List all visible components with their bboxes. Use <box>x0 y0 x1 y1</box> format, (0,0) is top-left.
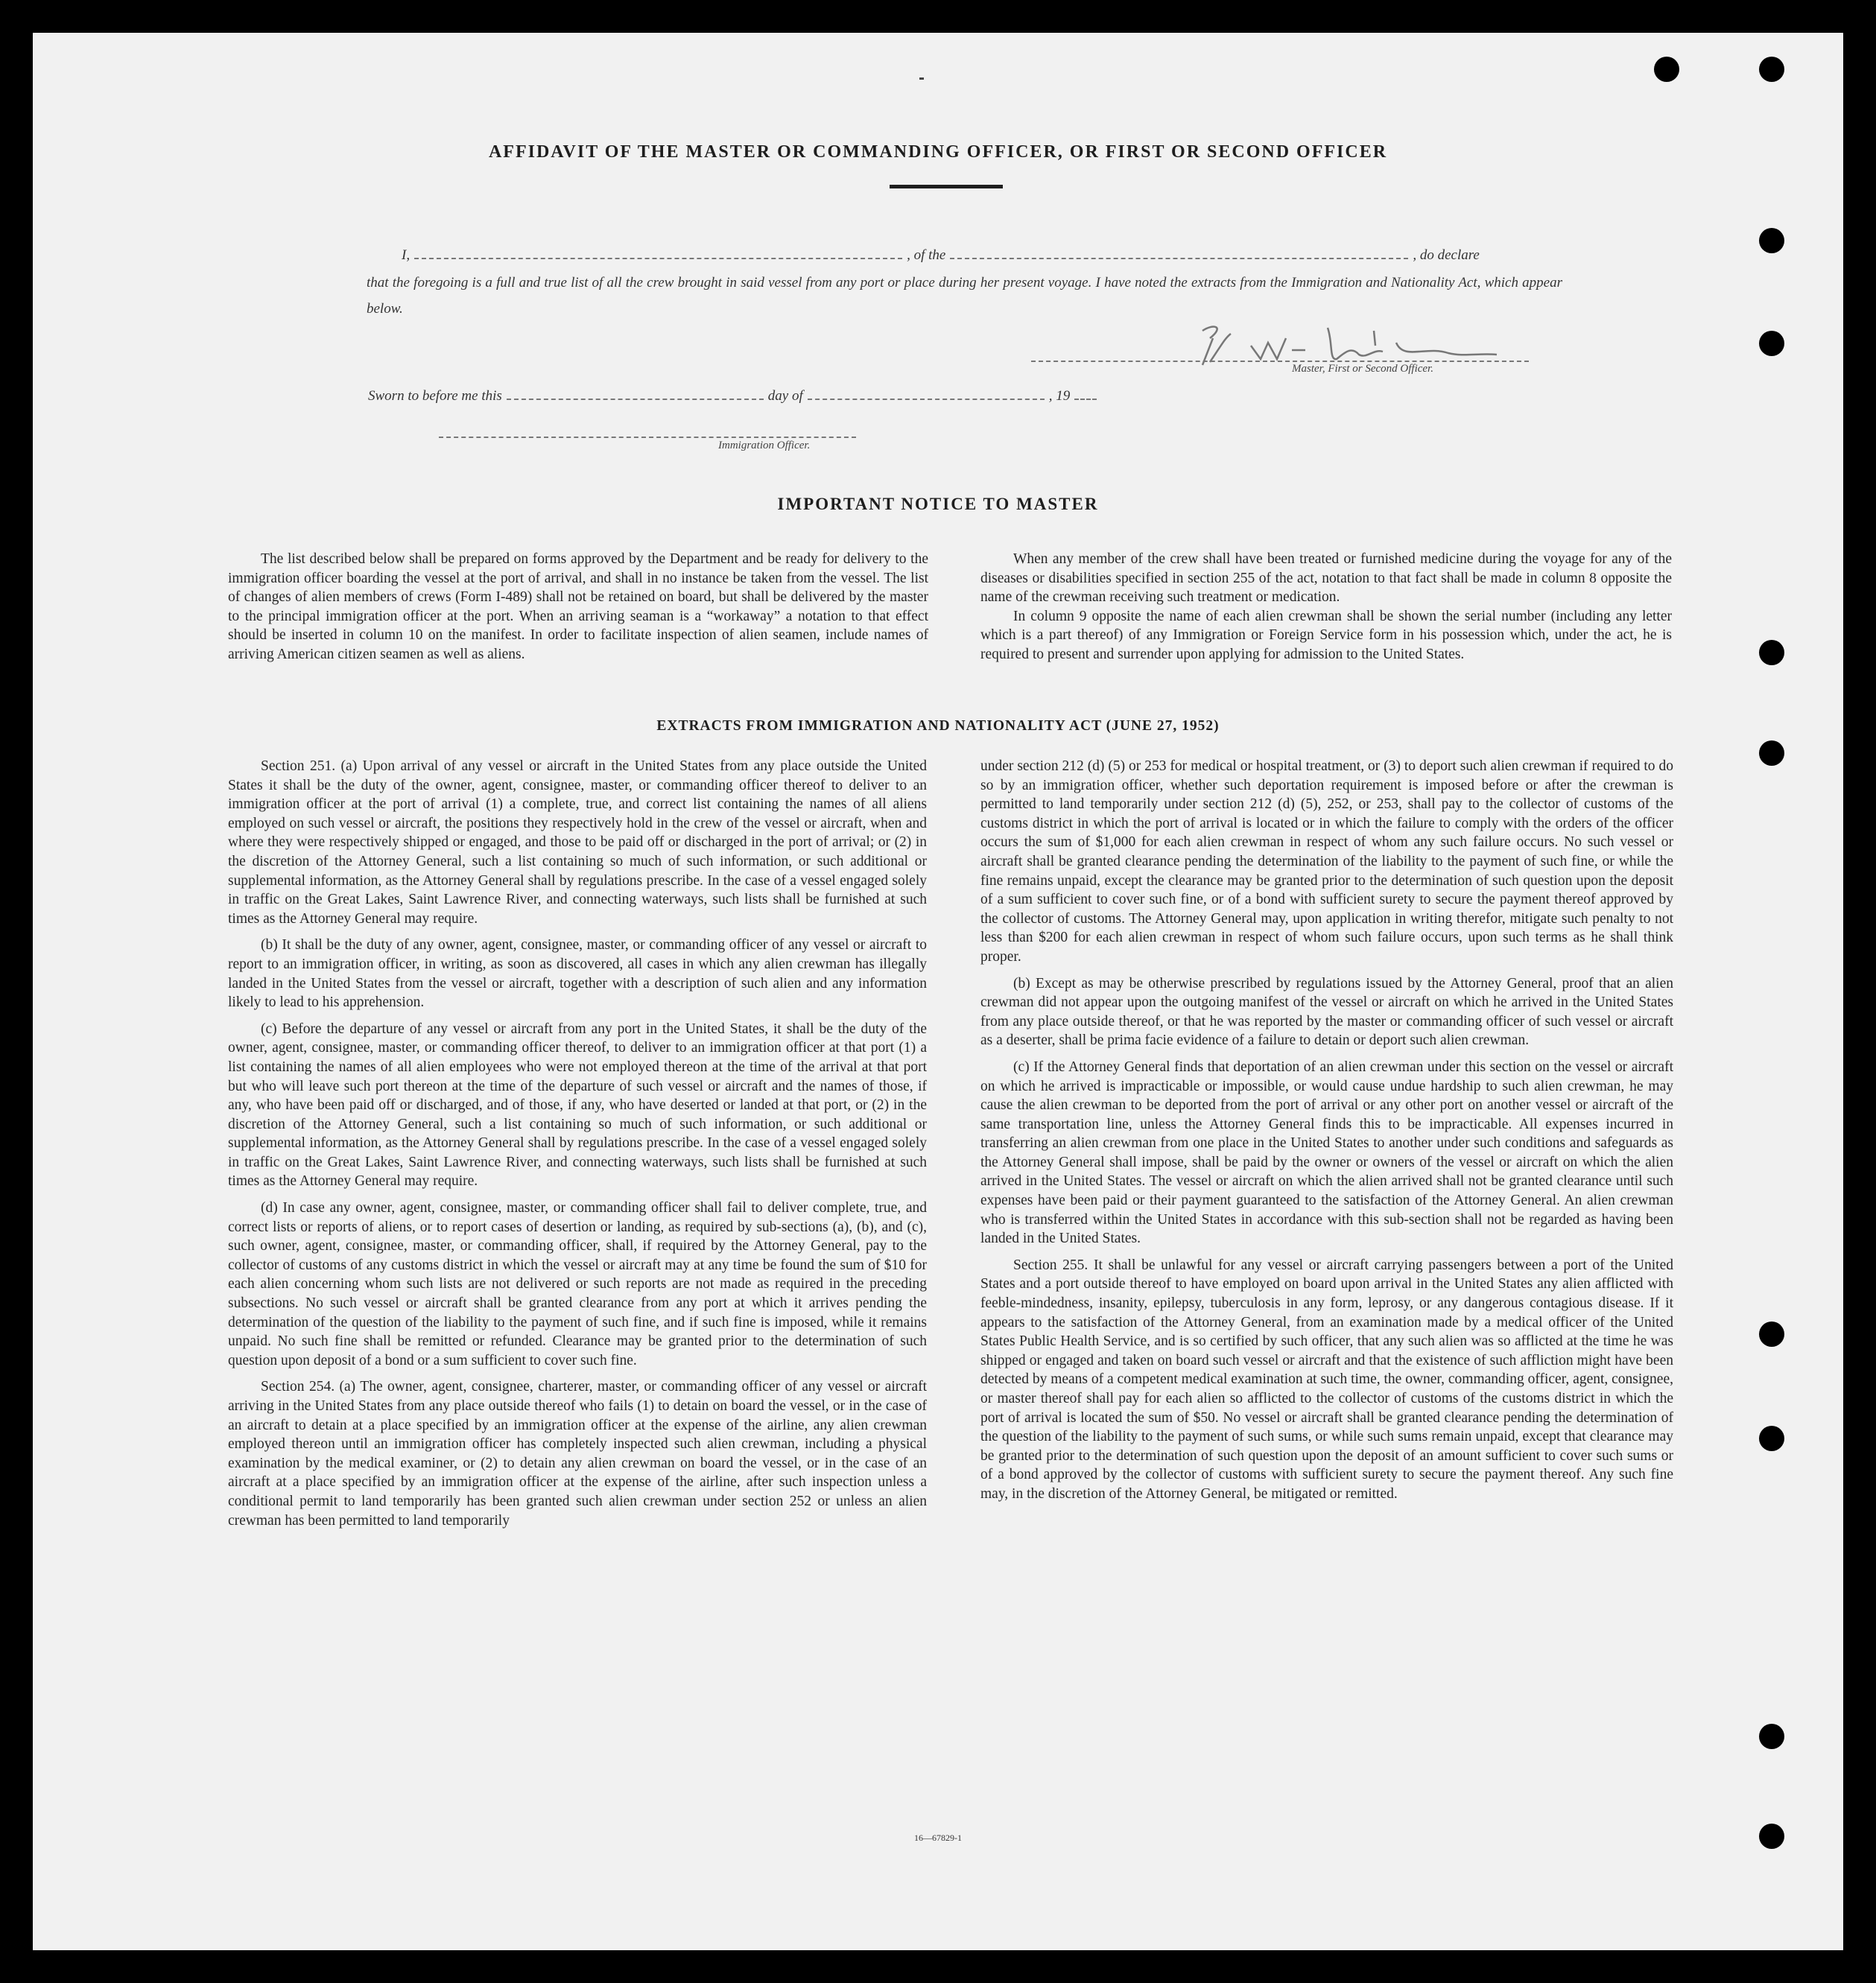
form-number: 16—67829-1 <box>914 1833 962 1843</box>
notice-left-column <box>228 550 928 672</box>
do-declare-label: , do declare <box>1413 247 1480 263</box>
affidavit-statement: that the foregoing is a full and true list of all the crew brought in said vessel from any port or place during her present voyage. I have noted the extracts from the Immigration and Nationality Act, which appear below. <box>367 275 1562 317</box>
punch-hole-5 <box>1759 640 1784 665</box>
section-254-a-continued: under section 212 (d) (5) or 253 for medical or hospital treatment, or (3) to deport such alien crewman if required to do so by an immigration officer, whether such deportation requirement is imposed before or after the crewman is permitted to land temporarily under section 212 (d) (5), 252, or 253, shall pay to the collector of customs of the customs district in which the port of arrival is located or in which the failure to comply with the orders of the officer occurs the sum of $1,000 for each alien crewman in respect of whom any such failure occurs. No such vessel or aircraft shall be granted clearance pending the determination of the liability to the payment of such fine, or while the fine remains unpaid, except the clearance may be granted prior to the determination of such question upon the deposit of a sum sufficient to cover such fine, or of a bond with sufficient surety to secure the payment thereof approved by the collector of customs. The Attorney General may, upon application in writing therefor, mitigate such penalty to not less than $200 for each alien crewman in respect of whom such failure occurs, upon such terms as he shall think proper. <box>980 758 1673 965</box>
punch-hole-9 <box>1759 1724 1784 1749</box>
signature-caption: Master, First or Second Officer. <box>1292 363 1433 375</box>
section-255: Section 255. It shall be unlawful for any vessel or aircraft carrying passengers between a port of the United States and a port outside thereof to have employed on board upon arrival in the United States any alien afflicted with feeble-mindedness, insanity, epilepsy, tuberculosis in any form, leprosy, or any dangerous contagious disease. If it appears to the satisfaction of the Attorney General, from an examination made by a medical officer of the United States Public Health Service, and is so certified by such officer, that any such alien was so afflicted at the time he was shipped or engaged and taken on board such vessel or aircraft and that the existence of such affliction might have been detected by means of a competent medical examination at such time, the owner, commanding officer, agent, consignee, or master thereof shall pay for each alien so afflicted to the collector of customs of the customs district in which the port of arrival is located the sum of $50. No vessel or aircraft shall be granted clearance pending the determination of the question of the liability to the payment of such sums, or while such sums remain unpaid, except that clearance may be granted prior to the determination of such question upon the deposit of an amount sufficient to cover such sums or of a bond approved by the collector of customs with sufficient surety to secure the payment thereof. Any such fine may, in the discretion of the Attorney General, be mitigated or remitted. <box>980 1257 1673 1502</box>
notice-right-paragraph-2: In column 9 opposite the name of each alien crewman shall be shown the serial number (including any letter which is a part thereof) of any Immigration or Foreign Service form in his possession which, under the act, he is required to present and surrender upon applying for admission to the United States. <box>980 608 1672 662</box>
punch-hole-4 <box>1759 331 1784 356</box>
punch-hole-2 <box>1759 57 1784 82</box>
sworn-month-field[interactable] <box>808 390 1045 400</box>
punch-hole-6 <box>1759 740 1784 766</box>
notice-left-paragraph: The list described below shall be prepared on forms approved by the Department and be ready for delivery to the immigration officer boarding the vessel at the port of arrival, and shall in no instance be taken from the vessel. The list of changes of alien members of crews (Form I-489) shall not be retained on board, but shall be delivered by the master to the principal immigration officer at the port. When an arriving seaman is a “workaway” a notation to that effect should be inserted in column 10 on the manifest. In order to facilitate inspection of alien seamen, include names of arriving American citizen seamen as well as aliens. <box>228 551 928 662</box>
title-rule <box>890 185 1003 188</box>
section-254-a: Section 254. (a) The owner, agent, consignee, charterer, master, or commanding officer of any vessel or aircraft arriving in the United States from any place outside thereof who fails (1) to detain on board the vessel, or in the case of an aircraft to detain at a place specified by an immigration officer at the expense of the airline, any alien crewman employed thereon until an immigration officer has completely inspected such alien crewman, including a physical examination by the medical examiner, or (2) to detain any alien crewman on board the vessel, or in the case of an aircraft at a place specified by an immigration officer at the expense of the airline, after such inspection unless a conditional permit to land temporarily has been granted such alien crewman under section 252 or unless an alien crewman has been permitted to land temporarily <box>228 1379 927 1529</box>
section-251-b: (b) It shall be the duty of any owner, agent, consignee, master, or commanding officer of any vessel or aircraft to report to an immigration officer, in writing, as soon as discovered, all cases in which any alien crewman has illegally landed in the United States from the vessel or aircraft, together with a description of such alien and any information likely to lead to his apprehension. <box>228 937 927 1011</box>
section-251-d: (d) In case any owner, agent, consignee, master, or commanding officer shall fail to deliver complete, true, and correct lists or reports of aliens, or to report cases of desertion or landing, as required by sub-sections (a), (b), and (c), such owner, agent, consignee, master, or commanding officer, shall, if required by the Attorney General, pay to the collector of customs of any customs district in which the vessel or aircraft may at any time be found the sum of $10 for each alien concerning whom such lists are not delivered or such reports are not made as required in the preceding subsections. No such vessel or aircraft shall be granted clearance from any port at which it arrives pending the determination of the question of the liability to the payment of such fine, and if such fine is imposed, while it remains unpaid. No such fine shall be remitted or refunded. Clearance may be granted prior to the determination of such question upon deposit of a bond or a sum sufficient to cover such fine. <box>228 1200 927 1368</box>
notice-title: IMPORTANT NOTICE TO MASTER <box>777 495 1099 513</box>
punch-hole-7 <box>1759 1322 1784 1347</box>
day-of-label: day of <box>767 388 803 404</box>
extracts-left-column <box>228 757 927 1538</box>
punch-hole-3 <box>1759 228 1784 253</box>
affidavit-title: AFFIDAVIT OF THE MASTER OR COMMANDING OFFICER, OR FIRST OR SECOND OFFICER <box>488 142 1388 162</box>
extracts-right-column <box>980 757 1673 1511</box>
document-page <box>33 33 1843 1950</box>
i-label: I, <box>402 247 411 263</box>
punch-hole-8 <box>1759 1426 1784 1451</box>
notice-right-column <box>980 550 1672 672</box>
section-251-c: (c) Before the departure of any vessel or aircraft from any port in the United States, it shall be the duty of the owner, agent, consignee, master, or commanding officer thereof, to deliver to an immigration officer at that port (1) a list containing the names of all alien employees who were not employed thereon at the time of the arrival at that port but who will leave such port thereon at the time of the departure of such vessel or aircraft and the names of those, if any, who have been paid off or discharged, and of those, if any, who have deserted or landed at that port, or (2) in the discretion of the Attorney General, such a list containing so much of such information, or such additional or supplemental information, as the Attorney General shall by regulations prescribe. In the case of a vessel engaged solely in traffic on the Great Lakes, Saint Lawrence River, and connecting waterways, such lists shall be furnished at such times as the Attorney General may require. <box>228 1021 927 1190</box>
name-field[interactable] <box>414 249 902 259</box>
extracts-title: EXTRACTS FROM IMMIGRATION AND NATIONALITY ACT (JUNE 27, 1952) <box>656 718 1220 734</box>
sworn-line <box>368 388 1101 404</box>
signature-line <box>1031 359 1529 362</box>
section-251-a: Section 251. (a) Upon arrival of any vessel or aircraft in the United States from any place outside the United States it shall be the duty of the owner, agent, consignee, master, or commanding officer thereof to deliver to an immigration officer at the port of arrival (1) a complete, true, and correct list containing the names of all aliens employed on such vessel or aircraft, the positions they respectively hold in the crew of the vessel or aircraft, when and where they were respectively shipped or engaged, and those to be paid off or discharged in the port of arrival; or (2) in the discretion of the Attorney General, such a list containing so much of such information, or such additional or supplemental information, as the Attorney General shall by regulations prescribe. In the case of a vessel engaged solely in traffic on the Great Lakes, Saint Lawrence River, and connecting waterways, such lists shall be furnished at such times as the Attorney General may require. <box>228 758 927 927</box>
notice-right-paragraph-1: When any member of the crew shall have been treated or furnished medicine during the voyage for any of the diseases or disabilities specified in section 255 of the act, notation to that fact shall be made in column 8 opposite the name of the crewman receiving such treatment or medication. <box>980 551 1672 606</box>
vessel-field[interactable] <box>950 249 1408 259</box>
year-prefix-label: , 19 <box>1048 388 1071 404</box>
officer-caption: Immigration Officer. <box>718 440 811 451</box>
sworn-day-field[interactable] <box>507 390 764 400</box>
declaration-line <box>402 247 1480 264</box>
sworn-label: Sworn to before me this <box>368 388 502 404</box>
officer-signature-line <box>439 435 856 438</box>
scan-speck <box>919 77 924 80</box>
sworn-year-field[interactable] <box>1074 390 1097 400</box>
section-254-c: (c) If the Attorney General finds that deportation of an alien crewman under this section on the vessel or aircraft on which he arrived is impracticable or impossible, or would cause undue hardship to such alien crewman, he may cause the alien crewman to be deported from the port of arrival or any other port on another vessel or aircraft of the same transportation line, unless the Attorney General finds this to be impracticable. All expenses incurred in transferring an alien crewman from one place in the United States to another under such conditions and safeguards as the Attorney General shall impose, shall be paid by the owner or owners of the vessel or aircraft on which the alien arrived in the United States. The vessel or aircraft on which the alien arrived shall not be granted clearance until such expenses have been paid or their payment guaranteed to the satisfaction of the Attorney General. An alien crewman who is transferred within the United States in accordance with this sub-section shall not be regarded as having been landed in the United States. <box>980 1059 1673 1247</box>
section-254-b: (b) Except as may be otherwise prescribed by regulations issued by the Attorney General, proof that an alien crewman did not appear upon the outgoing manifest of the vessel or aircraft on which he arrived in the United States from any place outside thereof, or that he was reported by the master or commanding officer of such vessel or aircraft as a deserter, shall be prima facie evidence of a failure to detain or deport such alien crewman. <box>980 975 1673 1049</box>
of-the-label: , of the <box>907 247 946 263</box>
punch-hole-1 <box>1654 57 1679 82</box>
